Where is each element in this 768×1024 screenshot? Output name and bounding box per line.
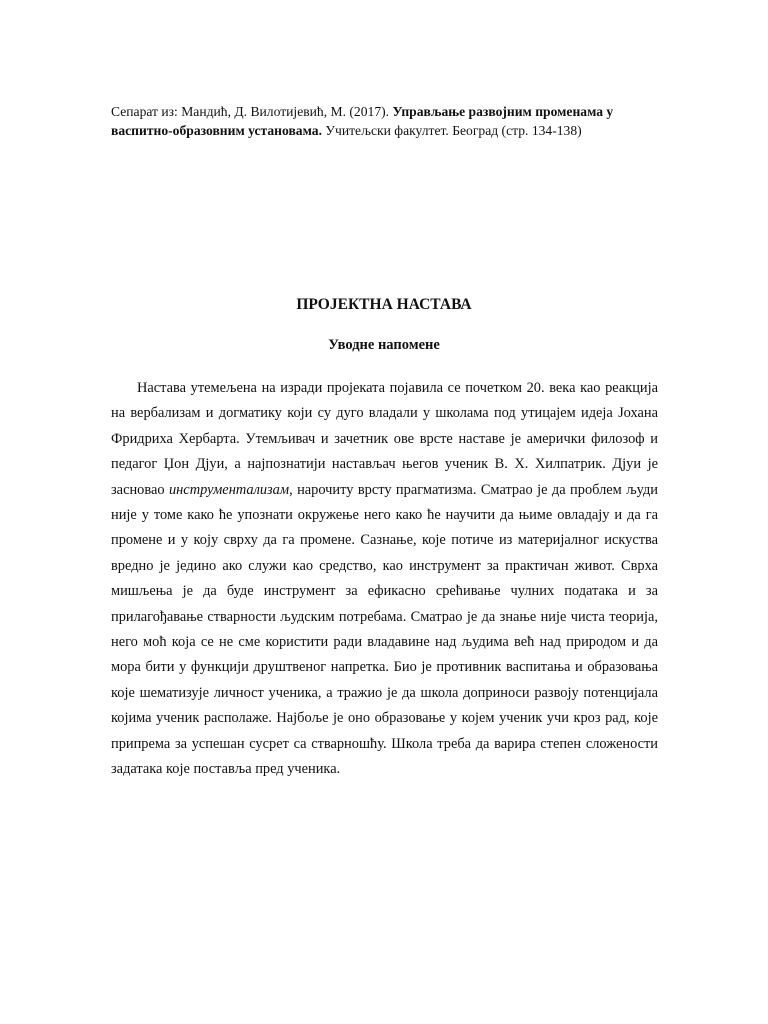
citation-book-title: Управљање развојним променама у васпитно-образовним установама. xyxy=(111,104,614,138)
citation-suffix: Учитељски факултет. Београд (стр. 134-138) xyxy=(321,123,582,138)
body-paragraph xyxy=(111,376,658,783)
section-subtitle: Уводне напомене xyxy=(328,337,440,353)
paragraph-part-1: Настава утемељена на изради пројеката појавила се почетком 20. века као реакција на вербализам и догматику који су дуго владали у школама под утицајем идеја Јохана Фридриха Хербарта. Утемљивач и зачетник ове врсте наставе је амерички филозоф и педагог Џон Дјуи, а најпознатији настављач његов ученик В. Х. Хилпатрик. Дјуи је засновао xyxy=(111,380,658,498)
paragraph-part-2: , нарочиту врсту прагматизма. Сматрао је да проблем људи није у томе како ће упознати окружење него како ће научити да њиме овладају и да га промене и у коју сврху да га промене. Сазнање, које потиче из материјалног искуства вредно је једино ако служи као средство, као инструмент за практичан живот. Сврха мишљења је да буде инструмент за ефикасно срећивање чулних података и за прилагођавање стварности људским потребама. Сматрао је да знање није чиста теорија, него моћ која се не сме користити ради владавине над људима већ над природом и да мора бити у функцији друштвеног напретка. Био је противник васпитања и образовања које шематизује личност ученика, а тражио је да школа доприноси развоју потенцијала којима ученик располаже. Најбоље је оно образовање у којем ученик учи кроз рад, које припрема за успешан сусрет са стварношћу. Школа треба да варира степен сложености задатака које поставља пред ученика. xyxy=(111,481,658,778)
citation xyxy=(111,102,659,140)
document-title: ПРОЈЕКТНА НАСТАВА xyxy=(296,296,472,313)
citation-prefix: Сепарат из: Мандић, Д. Вилотијевић, М. (2017). xyxy=(111,104,393,119)
italic-term: инструментализам xyxy=(168,481,290,498)
